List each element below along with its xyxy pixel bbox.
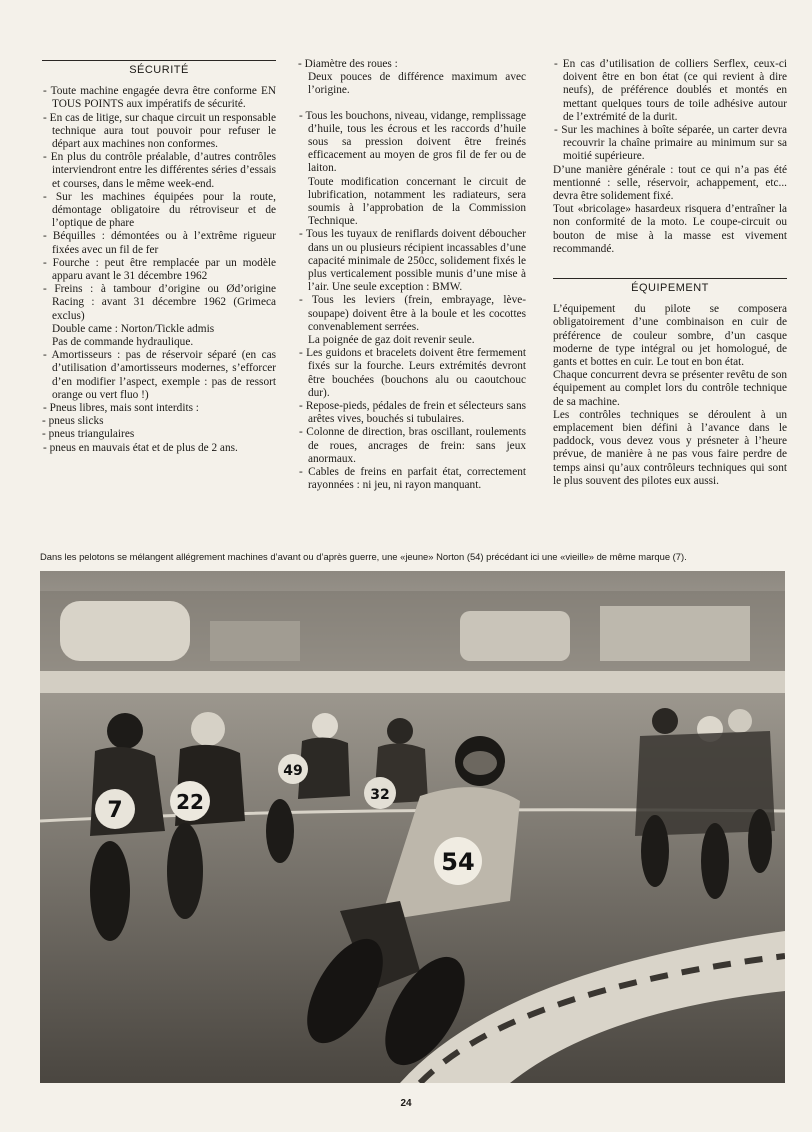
race-number-7: 7 <box>107 798 123 823</box>
equipment-paragraph: L’équipement du pilote se composera obligatoirement d’une combinaison en cuir de préférence de couleur sombre, d’un casque moderne de type intégral ou jet homologué, de gants et bottes en cuir. Le tout en bon état. <box>553 303 787 369</box>
rule-paragraph: Tout «bricolage» hasardeux risquera d’entraîner la non conformité de la moto. Le coupe-circuit ou bouton de mise à la masse est vivement recommandé. <box>553 203 787 255</box>
rule-item: - Repose-pieds, pédales de frein et sélecteurs sans arêtes vives, bouchés si tubulaires. <box>299 400 526 426</box>
rule-item: - Tous les tuyaux de reniflards doivent déboucher dans un ou plusieurs récipient incassables d’une capacité minimale de 250cc, solidement fixés le plus verticalement possible munis d’une mise à l’air. Une seule exception : BMW. <box>299 228 526 294</box>
photo-caption: Dans les pelotons se mélangent allégrement machines d’avant ou d’après guerre, une «jeune» Norton (54) précédant ici une «vieille» de même marque (7). <box>40 551 687 562</box>
rule-paragraph: D’une manière générale : tout ce qui n’a pas été mentionné : selle, réservoir, achappement, etc... devra être solidement fixé. <box>553 163 787 203</box>
rule-note: La poignée de gaz doit revenir seule. <box>308 334 475 347</box>
rule-note: Toute modification concernant le circuit de lubrification, notamment les radiateurs, sera soumis à l’approbation de la Commission Technique. <box>308 175 526 228</box>
rule-item: - Colonne de direction, bras oscillant, roulements de roues, ancrages de frein: sans jeux anormaux. <box>299 426 526 465</box>
race-number-22: 22 <box>176 790 204 814</box>
spacer <box>553 256 787 268</box>
rule-item: - Sur les machines à boîte séparée, un carter devra recouvrir la chaîne primaire au minimum sur sa moitié supérieure. <box>554 124 787 163</box>
rule-item: - Les guidons et bracelets doivent être fermement fixés sur la fourche. Leurs extrémités devront être bouchées (bouchons alu ou caoutchouc dur). <box>299 347 526 399</box>
rule-item: - En cas d’utilisation de colliers Serflex, ceux-ci doivent être en bon état (ce qui revient à dire neufs), de préférence doublés et montés en mettant quelques tours de toile adhésive autour de l’extrémité de la durit. <box>554 58 787 123</box>
race-number-54: 54 <box>441 848 475 876</box>
rule-item: - pneus slicks <box>42 415 104 428</box>
rule-item: - pneus en mauvais état et de plus de 2 ans. <box>43 441 238 454</box>
column-middle <box>298 58 526 493</box>
column-securite <box>42 60 276 455</box>
rule-item: - Béquilles : démontées ou à l’extrême rigueur fixées avec un fil de fer <box>43 230 276 256</box>
column-equipement <box>553 58 787 488</box>
page-number: 24 <box>400 1098 412 1109</box>
race-photo-illustration <box>40 571 785 1083</box>
rule-note: Double came : Norton/Tickle admis <box>52 322 215 335</box>
vehicle <box>460 611 570 661</box>
race-photo <box>40 571 785 1083</box>
caravan <box>60 601 190 661</box>
rule-item: - Tous les leviers (frein, embrayage, lève-soupape) doivent être à la boule et les cocottes convenablement serrées. <box>299 294 526 333</box>
rule-item: - pneus triangulaires <box>42 428 135 441</box>
rule-item: - En plus du contrôle préalable, d’autres contrôles interviendront entre les différentes séries d’essais et courses, dans le même week-end. <box>43 151 276 190</box>
rule-item: - Cables de freins en parfait état, correctement rayonnées : ni jeu, ni rayon manquant. <box>299 466 526 492</box>
equipment-paragraph: Chaque concurrent devra se présenter revêtu de son équipement au complet lors du contrôle technique de sa machine. <box>553 369 787 408</box>
rule-item: - Diamètre des roues : <box>298 58 398 70</box>
rule-item: - Amortisseurs : pas de réservoir séparé (en cas d’utilisation d’amortisseurs modernes, s’efforcer d’en modifier l’aspect, exemple : pas de ressort orange ou vert fluo !) <box>43 349 276 401</box>
rule-item: - Fourche : peut être remplacée par un modèle apparu avant le 31 décembre 1962 <box>43 256 276 283</box>
rule-note: Pas de commande hydraulique. <box>52 336 194 349</box>
rule-item: - Pneus libres, mais sont interdits : <box>43 402 199 415</box>
spacer <box>298 98 526 110</box>
section-heading-equipement: ÉQUIPEMENT <box>553 278 787 295</box>
race-number-32: 32 <box>370 787 390 803</box>
rule-item: - Freins : à tambour d’origine ou Ød’origine Racing : avant 31 décembre 1962 (Grimeca exclus) <box>43 283 276 322</box>
rule-item: - Toute machine engagée devra être conforme EN TOUS POINTS aux impératifs de sécurité. <box>43 85 276 111</box>
rule-note: Deux pouces de différence maximum avec l’origine. <box>308 71 526 97</box>
race-number-49: 49 <box>283 763 303 779</box>
barrier <box>40 671 785 693</box>
rule-item: - Tous les bouchons, niveau, vidange, remplissage d’huile, tous les écrous et les raccords d’huile sous sa pression doivent être freinés efficacement au moyen de gros fil de fer ou de laiton. <box>299 109 526 175</box>
equipment-paragraph: Les contrôles techniques se déroulent à un emplacement bien défini à l’avance dans le paddock, vous devez vous y présneter à l’heure prévue, de manière à ne pas vous faire perdre de temps ainsi qu’aux contrôleurs techniques qui sont le plus souvent des pilotes eux aussi. <box>553 408 787 487</box>
rule-item: - En cas de litige, sur chaque circuit un responsable technique aura tout pouvoir pour refuser le départ aux machines non conformes. <box>43 111 276 151</box>
rule-item: - Sur les machines équipées pour la route, démontage obligatoire du rétroviseur et de l’optique de phare <box>43 190 276 230</box>
section-heading-securite: SÉCURITÉ <box>42 60 276 77</box>
